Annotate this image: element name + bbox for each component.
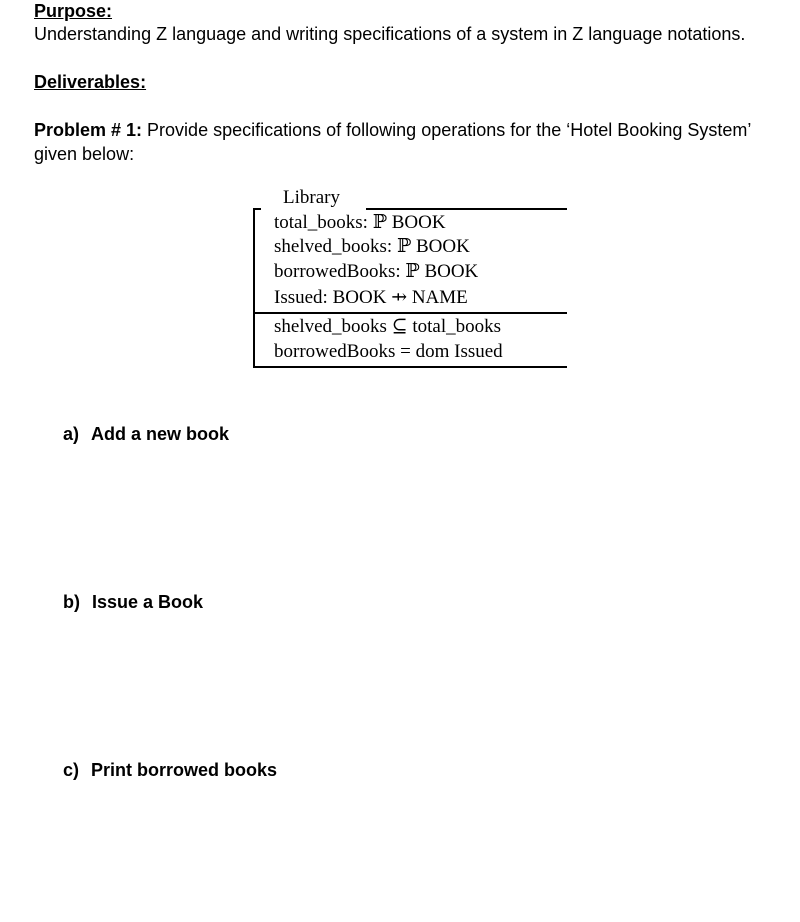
task-text: Print borrowed books [91,760,278,780]
schema-declaration: Issued: BOOK ⇸ NAME [274,287,468,308]
schema-predicate: borrowedBooks = dom Issued [274,341,503,362]
schema-separator [253,312,567,314]
schema-declaration: borrowedBooks: ℙ BOOK [274,261,479,282]
schema-predicate: shelved_books ⊆ total_books [274,316,502,337]
task-item-add-book [63,424,229,445]
task-text: Issue a Book [92,592,204,612]
task-label: b) [63,592,80,612]
schema-declaration: total_books: ℙ BOOK [274,212,446,233]
deliverables-heading: Deliverables: [34,72,147,92]
task-label: c) [63,760,80,780]
schema-top-line [366,208,567,210]
task-item-issue-book [63,592,203,613]
purpose-text: Understanding Z language and writing specifications of a system in Z language notations. [34,24,746,44]
task-item-print-borrowed [63,760,277,781]
task-label: a) [63,424,80,444]
problem-text: Provide specifications of following operations for the ‘Hotel Booking System’ [142,120,752,140]
schema-declaration: shelved_books: ℙ BOOK [274,236,470,257]
schema-name: Library [283,187,340,208]
schema-left-bar [253,208,255,368]
purpose-heading: Purpose: [34,1,113,21]
problem-statement-line1 [34,120,751,141]
schema-bottom-line [253,366,567,368]
task-text: Add a new book [91,424,230,444]
problem-label: Problem # 1: [34,120,143,140]
schema-top-tick [253,208,261,210]
problem-statement-line2: given below: [34,144,135,164]
